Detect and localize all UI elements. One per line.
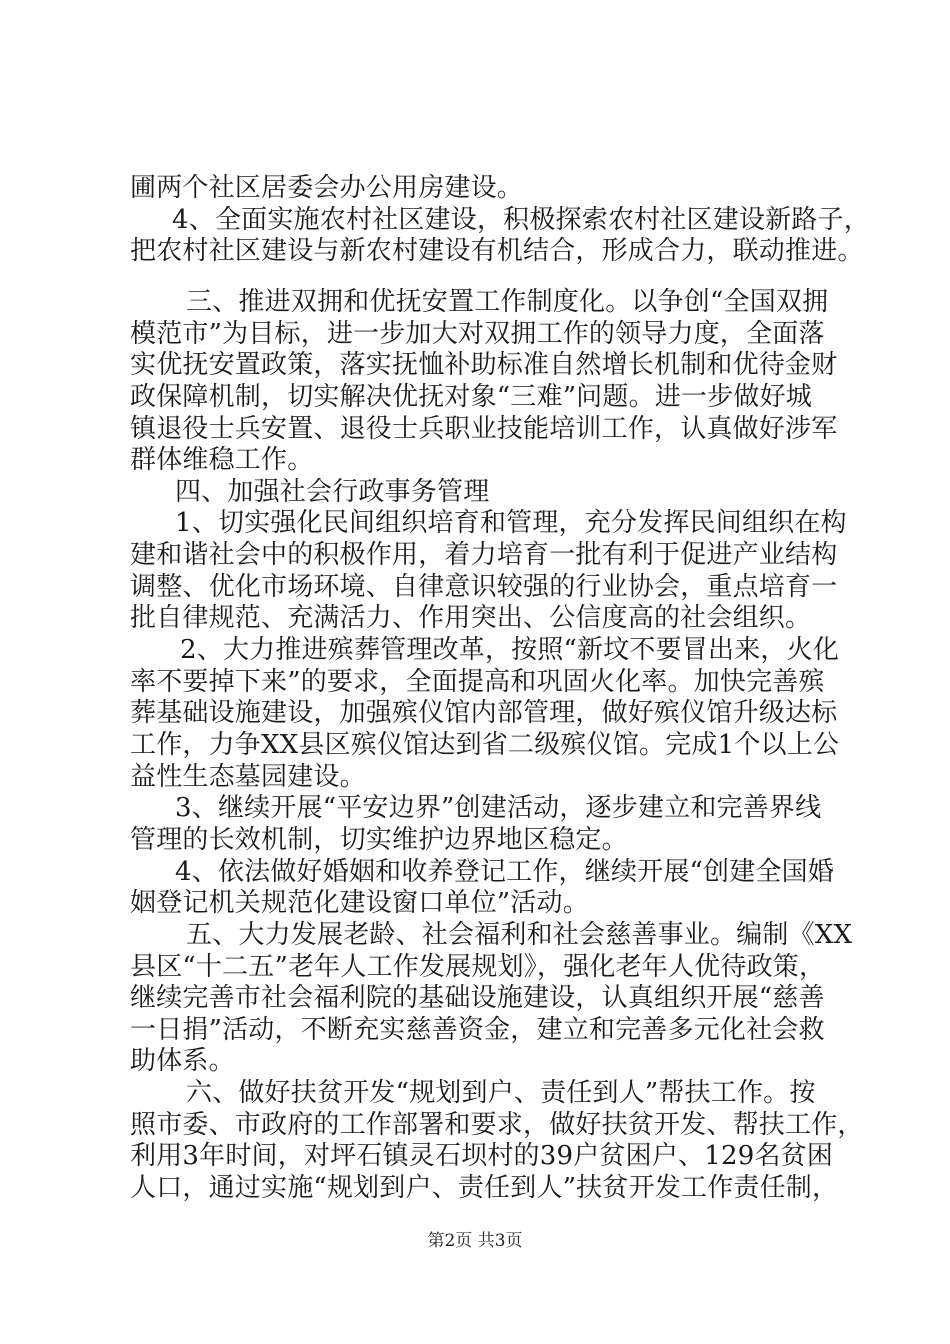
text-line: 六、做好扶贫开发“规划到户、责任到人”帮扶工作。按 [186,1078,816,1109]
text-line: 利用3年时间，对坪石镇灵石坝村的39户贫困户、129名贫困 [130,1141,834,1172]
text-line: 照市委、市政府的工作部署和要求，做好扶贫开发、帮扶工作， [130,1109,864,1140]
text-line: 姻登记机关规范化建设窗口单位”活动。 [130,888,589,919]
text-line: 三、推进双拥和优抚安置工作制度化。以争创“全国双拥 [186,286,829,317]
text-line: 调整、优化市场环境、自律意识较强的行业协会，重点培育一 [130,571,838,602]
text-line: 人口，通过实施“规划到户、责任到人”扶贫开发工作责任制， [130,1173,839,1203]
text-line: 益性生态墓园建设。 [130,761,366,792]
text-line: 把农村社区建设与新农村建设有机结合，形成合力，联动推进。 [130,236,864,267]
text-line: 4、全面实施农村社区建设，积极探索农村社区建设新路子， [172,204,870,235]
text-line: 四、加强社会行政事务管理 [175,476,490,507]
text-line: 继续完善市社会福利院的基础设施建设，认真组织开展“慈善 [130,983,825,1014]
text-line: 葬基础设施建设，加强殡仪馆内部管理，做好殡仪馆升级达标 [130,698,838,729]
text-line: 五、大力发展老龄、社会福利和社会慈善事业。编制《XX [186,919,853,950]
text-line: 模范市”为目标，进一步加大对双拥工作的领导力度，全面落 [130,318,825,349]
text-line: 率不要掉下来”的要求，全面提高和巩固火化率。加快完善殡 [130,666,825,697]
text-line: 2、大力推进殡葬管理改革，按照“新坟不要冒出来，火化 [180,635,840,665]
text-line: 管理的长效机制，切实维护边界地区稳定。 [130,824,628,855]
text-line: 批自律规范、充满活力、作用突出、公信度高的社会组织。 [130,603,812,634]
text-line: 助体系。 [130,1046,235,1077]
text-line: 一日捐”活动，不断充实慈善资金，建立和完善多元化社会救 [130,1014,825,1045]
text-line: 3、继续开展“平安边界”创建活动，逐步建立和完善界线 [175,793,822,824]
page-footer: 第2页 共3页 [427,1231,523,1251]
text-line: 1、切实强化民间组织培育和管理，充分发挥民间组织在构 [175,508,847,539]
text-line: 4、依法做好婚姻和收养登记工作，继续开展“创建全国婚 [175,856,835,887]
text-line: 镇退役士兵安置、退役士兵职业技能培训工作，认真做好涉军 [130,413,838,444]
text-line: 群体维稳工作。 [130,445,314,476]
text-line: 县区“十二五”老年人工作发展规划》，强化老年人优待政策， [130,951,826,982]
text-line: 实优抚安置政策，落实抚恤补助标准自然增长机制和优待金财 [130,350,838,381]
text-line: 建和谐社会中的积极作用，着力培育一批有利于促进产业结构 [130,540,838,571]
text-line: 圃两个社区居委会办公用房建设。 [130,173,524,203]
text-line: 工作，力争XX县区殡仪馆达到省二级殡仪馆。完成1个以上公 [130,730,840,760]
text-line: 政保障机制，切实解决优抚对象“三难”问题。进一步做好城 [130,381,812,412]
